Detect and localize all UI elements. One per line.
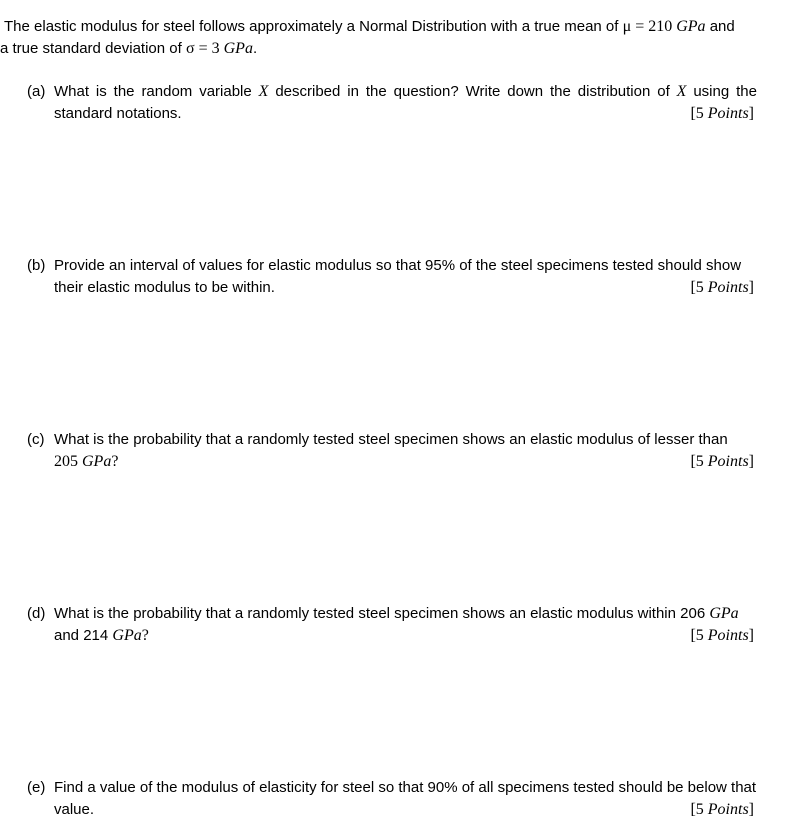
question-e-line-2: value. [5 Points] xyxy=(54,799,757,821)
question-a-line-1: What is the random variable X described in the question? Write down the distribution of X using the xyxy=(54,81,757,103)
question-c xyxy=(27,429,757,473)
points-label: [5 Points] xyxy=(690,453,754,470)
question-d xyxy=(27,603,757,647)
question-b-line-2: their elastic modulus to be within. [5 Points] xyxy=(54,277,757,299)
mean-expression: μ = 210 xyxy=(622,18,677,35)
problem-statement xyxy=(0,16,760,60)
variable-x: X xyxy=(676,83,687,100)
question-label: (c) xyxy=(27,431,45,448)
question-b xyxy=(27,255,757,299)
question-label: (b) xyxy=(27,257,46,274)
question-e xyxy=(27,777,757,821)
question-b-line-1: Provide an interval of values for elastic modulus so that 95% of the steel specimens tested should show xyxy=(54,257,742,274)
points-label: [5 Points] xyxy=(690,801,754,818)
question-a-line-2: standard notations. [5 Points] xyxy=(54,103,757,125)
points-label: [5 Points] xyxy=(690,105,754,122)
variable-x: X xyxy=(258,83,269,100)
question-c-line-1: What is the probability that a randomly tested steel specimen shows an elastic modulus of lesser than xyxy=(54,431,728,448)
question-a xyxy=(27,81,757,125)
std-dev-expression: σ = 3 xyxy=(185,40,224,57)
question-label: (a) xyxy=(27,83,46,100)
problem-statement-line-1: The elastic modulus for steel follows approximately a Normal Distribution with a true mean of μ = 210 GPa and xyxy=(4,18,735,35)
question-label: (e) xyxy=(27,779,46,796)
points-label: [5 Points] xyxy=(690,279,754,296)
question-e-line-1: Find a value of the modulus of elasticity for steel so that 90% of all specimens tested should be below that xyxy=(54,779,757,796)
problem-statement-line-2: a true standard deviation of σ = 3 GPa. xyxy=(0,40,258,57)
question-c-line-2: 205 GPa? [5 Points] xyxy=(54,451,757,473)
question-d-line-2: and 214 GPa? [5 Points] xyxy=(54,625,757,647)
points-label: [5 Points] xyxy=(690,627,754,644)
question-label: (d) xyxy=(27,605,46,622)
question-d-line-1: What is the probability that a randomly tested steel specimen shows an elastic modulus within 206 GPa xyxy=(54,605,739,622)
